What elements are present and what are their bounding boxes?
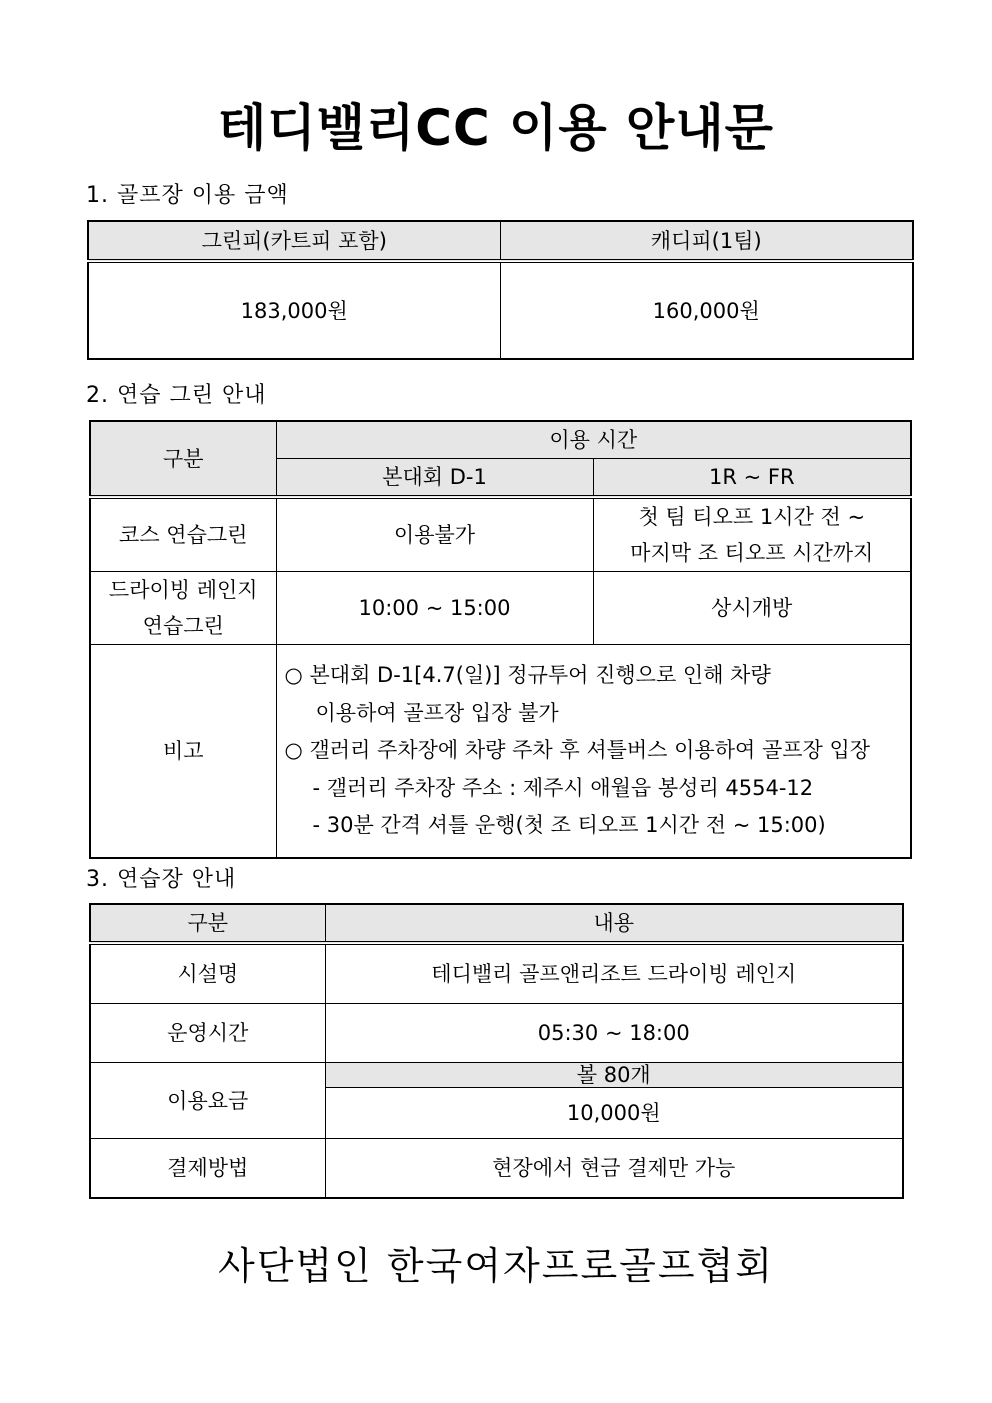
driving-range-table — [89, 903, 904, 1199]
row-pre-tournament-value: 이용불가 — [276, 497, 593, 572]
row-label-line: 드라이빙 레인지 — [108, 578, 258, 602]
row-label — [90, 497, 276, 572]
fee-value: 10,000원 — [325, 1088, 903, 1139]
row-label-line: 코스 연습그린 — [119, 523, 248, 547]
practice-green-table — [89, 420, 912, 859]
table-row — [90, 1063, 903, 1088]
notes-text: 갤러리 주차장에 차량 주차 후 셔틀버스 이용하여 골프장 입장 — [309, 738, 871, 762]
facility-label: 시설명 — [90, 943, 325, 1004]
document-title: 테디밸리CC 이용 안내문 — [218, 99, 774, 157]
table-header-row — [90, 904, 903, 943]
section3-heading: 3. 연습장 안내 — [86, 867, 237, 892]
row-tournament-value — [593, 497, 911, 572]
facility-value: 테디밸리 골프앤리조트 드라이빙 레인지 — [325, 943, 903, 1004]
caddie-fee-value: 160,000원 — [652, 298, 760, 323]
row-tournament-value — [593, 572, 911, 645]
table-row — [90, 1139, 903, 1199]
payment-label: 결제방법 — [90, 1139, 325, 1199]
notes-subitem: - 갤러리 주차장 주소 : 제주시 애월읍 봉성리 4554-12 — [312, 775, 814, 800]
row-label-line: 연습그린 — [142, 614, 224, 638]
table-row — [90, 497, 911, 572]
course-fee-table — [87, 220, 914, 360]
row-tournament-line: 마지막 조 티오프 시간까지 — [630, 541, 874, 565]
row-pre-tournament-value: 10:00 ~ 15:00 — [276, 572, 593, 645]
notes-bullet — [285, 657, 901, 695]
caddie-fee-header: 캐디피(1팀) — [500, 221, 913, 261]
pre-tournament-header: 본대회 D-1 — [276, 459, 593, 498]
table-row — [90, 1004, 903, 1063]
payment-value: 현장에서 현금 결제만 가능 — [325, 1139, 903, 1199]
row-tournament-line: 첫 팀 티오프 1시간 전 ~ — [638, 505, 866, 529]
usage-time-header: 이용 시간 — [276, 421, 911, 459]
table-row — [88, 261, 913, 359]
hours-label: 운영시간 — [90, 1004, 325, 1063]
green-fee-header: 그린피(카트피 포함) — [88, 221, 500, 261]
tournament-rounds-header: 1R ~ FR — [593, 459, 911, 498]
organization-name: 사단법인 한국여자프로골프협회 — [218, 1244, 774, 1288]
content-header: 내용 — [325, 904, 903, 943]
notes-content — [276, 645, 911, 858]
fee-label: 이용요금 — [90, 1063, 325, 1139]
section2-heading: 2. 연습 그린 안내 — [86, 383, 267, 408]
circle-bullet-icon: ○ — [284, 738, 303, 762]
notes-label: 비고 — [90, 645, 276, 858]
hours-value: 05:30 ~ 18:00 — [325, 1004, 903, 1063]
table-header-row — [90, 421, 911, 459]
notes-bullet — [285, 732, 901, 770]
circle-bullet-icon: ○ — [284, 663, 303, 687]
green-fee-value: 183,000원 — [88, 261, 500, 359]
table-row — [90, 572, 911, 645]
row-label — [90, 572, 276, 645]
row-tournament-line: 상시개방 — [711, 596, 793, 620]
fee-quantity: 볼 80개 — [325, 1063, 903, 1088]
category-header: 구분 — [90, 904, 325, 943]
category-header: 구분 — [90, 421, 276, 497]
table-header-row — [88, 221, 913, 261]
notes-subitem: - 30분 간격 셔틀 운행(첫 조 티오프 1시간 전 ~ 15:00) — [312, 813, 826, 837]
notes-text: 본대회 D-1[4.7(일)] 정규투어 진행으로 인해 차량 — [309, 663, 771, 687]
notes-text: 이용하여 골프장 입장 불가 — [315, 700, 559, 725]
notes-row — [90, 645, 911, 858]
section1-heading: 1. 골프장 이용 금액 — [86, 183, 289, 208]
table-row — [90, 943, 903, 1004]
